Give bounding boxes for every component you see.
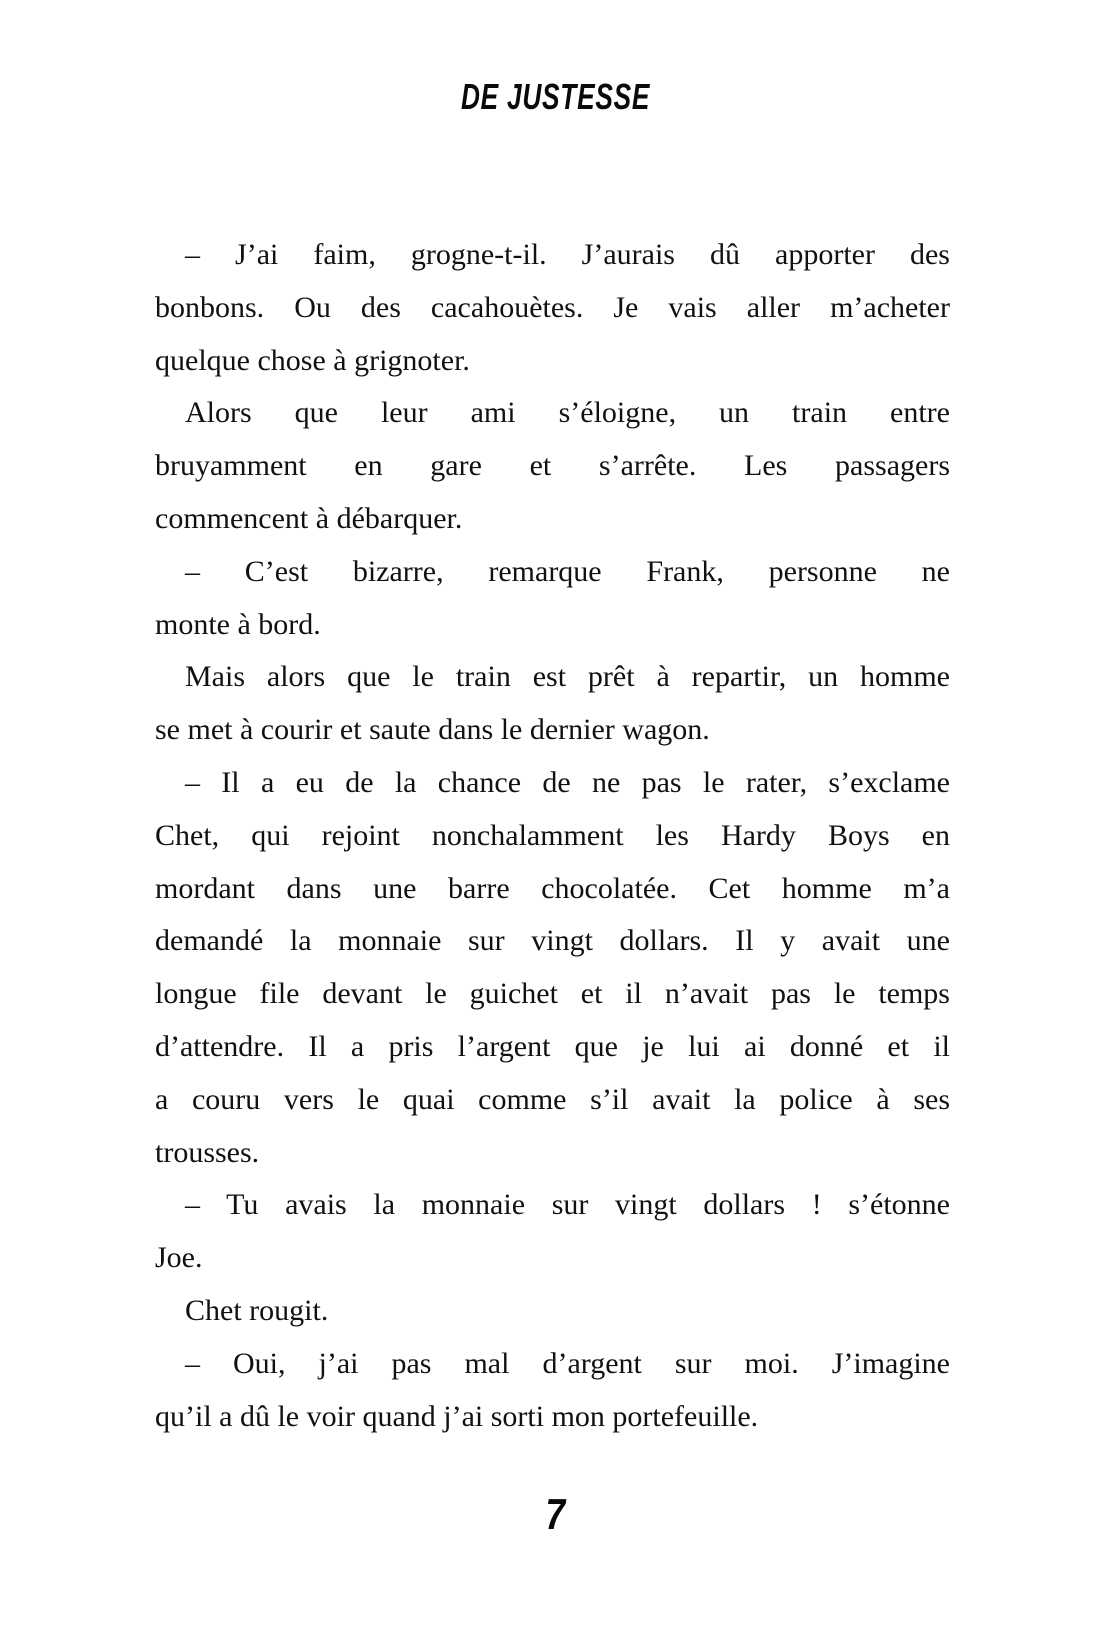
paragraph bbox=[155, 546, 950, 652]
chapter-title: DE JUSTESSE bbox=[460, 76, 651, 117]
text-line: bonbons. Ou des cacahouètes. Je vais aller m’acheter bbox=[155, 290, 950, 324]
text-line: quelque chose à grignoter. bbox=[155, 343, 470, 377]
folio bbox=[0, 1490, 1111, 1540]
running-head bbox=[0, 76, 1111, 118]
text-line: Chet, qui rejoint nonchalamment les Hardy Boys en bbox=[155, 818, 950, 852]
paragraph bbox=[155, 229, 950, 387]
text-line: – J’ai faim, grogne-t-il. J’aurais dû apporter des bbox=[185, 238, 950, 271]
text-line: Alors que leur ami s’éloigne, un train entre bbox=[185, 396, 950, 430]
paragraph bbox=[155, 757, 950, 1179]
paragraph bbox=[155, 387, 950, 545]
text-line: d’attendre. Il a pris l’argent que je lui ai donné et il bbox=[155, 1029, 950, 1063]
paragraph bbox=[155, 1338, 950, 1444]
text-line: trousses. bbox=[155, 1135, 260, 1169]
paragraph bbox=[155, 651, 950, 757]
text-line: – Tu avais la monnaie sur vingt dollars ! s’étonne bbox=[185, 1188, 950, 1222]
text-line: monte à bord. bbox=[155, 607, 321, 641]
paragraph bbox=[155, 1285, 950, 1338]
text-line: Mais alors que le train est prêt à repartir, un homme bbox=[185, 660, 950, 694]
text-line: mordant dans une barre chocolatée. Cet homme m’a bbox=[155, 871, 950, 905]
text-line: a couru vers le quai comme s’il avait la police à ses bbox=[155, 1082, 950, 1116]
text-line: – Il a eu de la chance de ne pas le rater, s’exclame bbox=[185, 765, 950, 799]
text-line: se met à courir et saute dans le dernier wagon. bbox=[155, 713, 710, 747]
text-line: – C’est bizarre, remarque Frank, personne ne bbox=[185, 554, 950, 588]
text-line: Joe. bbox=[155, 1241, 203, 1275]
paragraph bbox=[155, 1179, 950, 1285]
body-text bbox=[155, 229, 950, 1443]
text-line: – Oui, j’ai pas mal d’argent sur moi. J’imagine bbox=[185, 1346, 950, 1380]
text-line: bruyamment en gare et s’arrête. Les passagers bbox=[155, 449, 950, 483]
page-number: 7 bbox=[545, 1490, 566, 1539]
text-line: longue file devant le guichet et il n’avait pas le temps bbox=[155, 977, 950, 1011]
text-line: commencent à débarquer. bbox=[155, 501, 463, 535]
text-line: Chet rougit. bbox=[185, 1293, 329, 1327]
text-line: demandé la monnaie sur vingt dollars. Il y avait une bbox=[155, 924, 950, 958]
text-line: qu’il a dû le voir quand j’ai sorti mon portefeuille. bbox=[155, 1399, 759, 1433]
